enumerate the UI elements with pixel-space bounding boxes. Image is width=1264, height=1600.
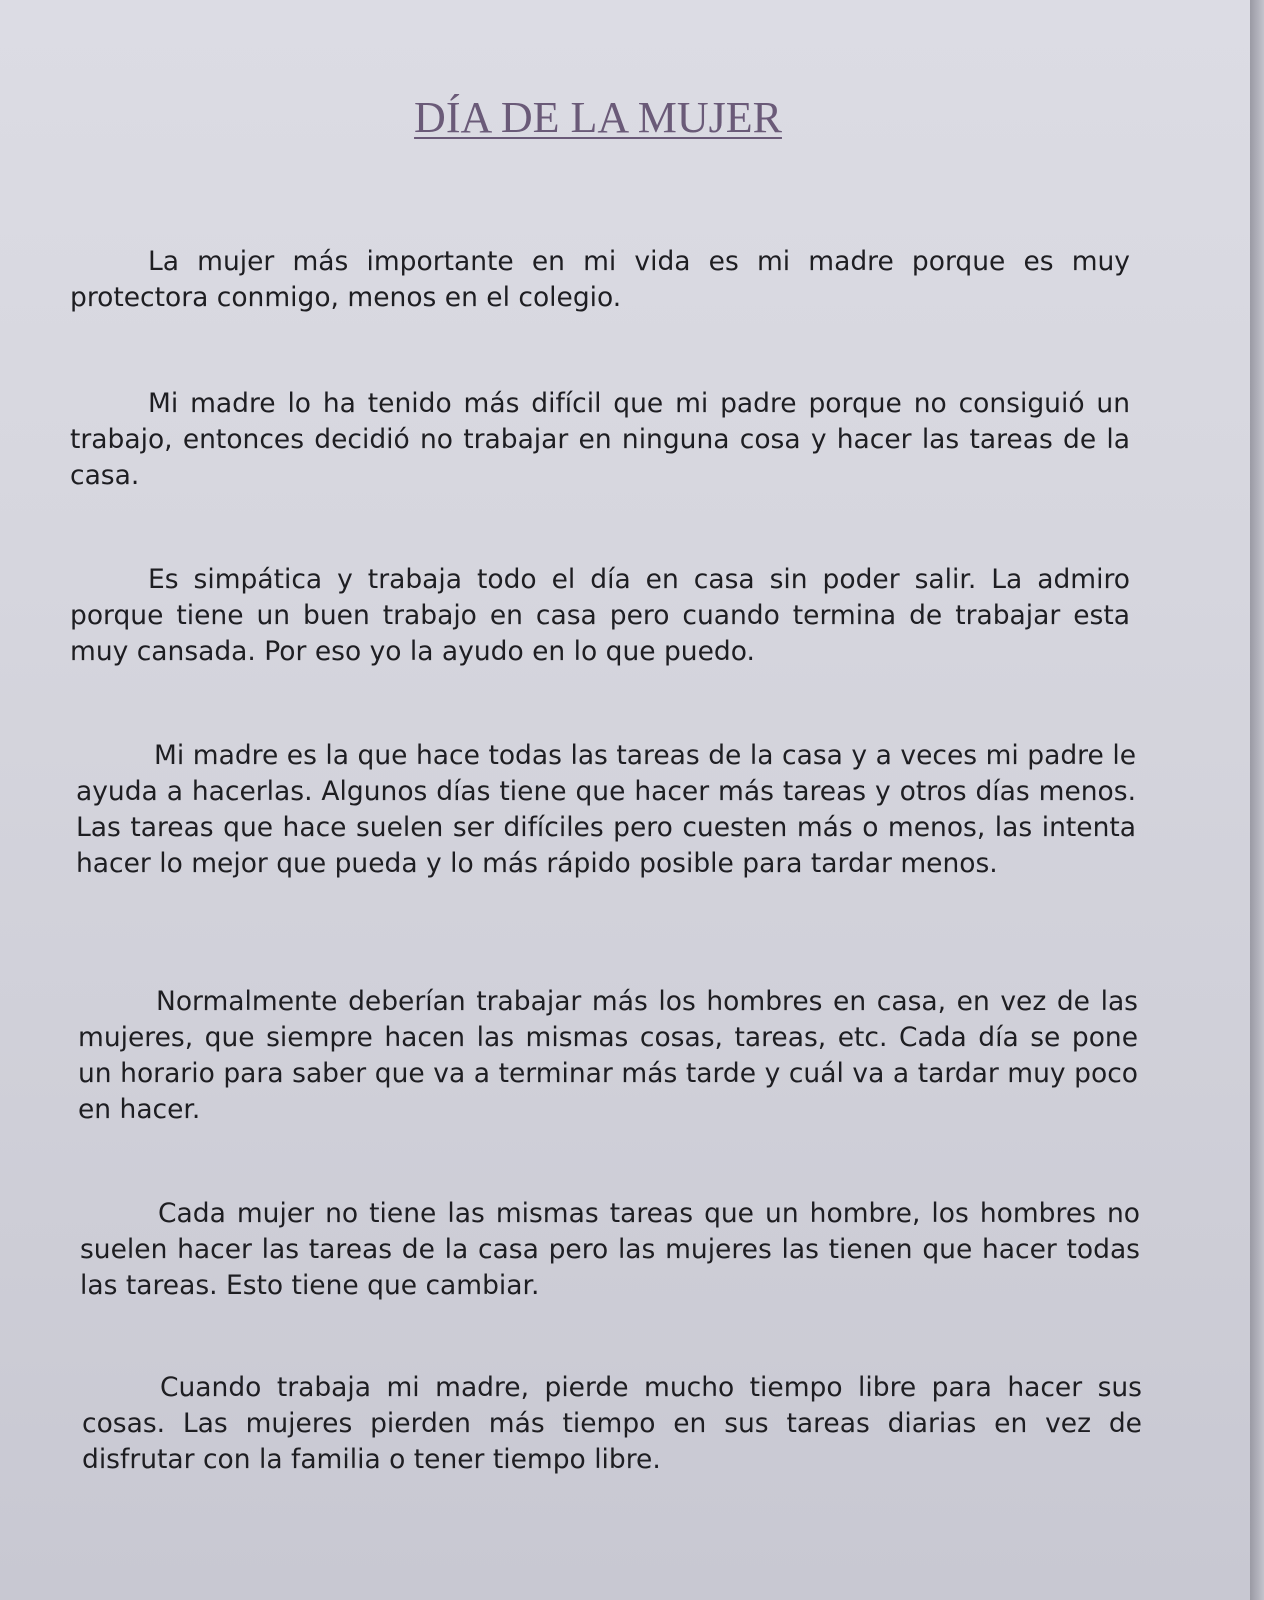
- document-title: DÍA DE LA MUJER: [414, 93, 782, 142]
- paragraph-7: Cuando trabaja mi madre, pierde mucho tiempo libre para hacer sus cosas. Las mujeres pierden más tiempo en sus tareas diarias en vez de disfrutar con la familia o tener tiempo libre.: [82, 1372, 1142, 1475]
- paragraph-6: Cada mujer no tiene las mismas tareas que un hombre, los hombres no suelen hacer las tareas de la casa pero las mujeres las tienen que hacer todas las tareas. Esto tiene que cambiar.: [80, 1198, 1140, 1301]
- paragraph-4: Mi madre es la que hace todas las tareas de la casa y a veces mi padre le ayuda a hacerlas. Algunos días tiene que hacer más tareas y otros días menos. Las tareas que hace suelen ser difíciles pero cuesten más o menos, las intenta hacer lo mejor que pueda y lo más rápido posible para tardar menos.: [76, 740, 1136, 879]
- paragraph-5: Normalmente deberían trabajar más los hombres en casa, en vez de las mujeres, que siempre hacen las mismas cosas, tareas, etc. Cada día se pone un horario para saber que va a terminar más tarde y cuál va a tardar muy poco en hacer.: [78, 986, 1138, 1125]
- paragraph-3: Es simpática y trabaja todo el día en casa sin poder salir. La admiro porque tiene un buen trabajo en casa pero cuando termina de trabajar esta muy cansada. Por eso yo la ayudo en lo que puedo.: [70, 564, 1130, 667]
- paragraph-2: Mi madre lo ha tenido más difícil que mi padre porque no consiguió un trabajo, entonces decidió no trabajar en ninguna cosa y hacer las tareas de la casa.: [70, 388, 1130, 491]
- paper-edge: [1250, 0, 1264, 1600]
- paragraph-1: La mujer más importante en mi vida es mi madre porque es muy protectora conmigo, menos en el colegio.: [70, 246, 1130, 313]
